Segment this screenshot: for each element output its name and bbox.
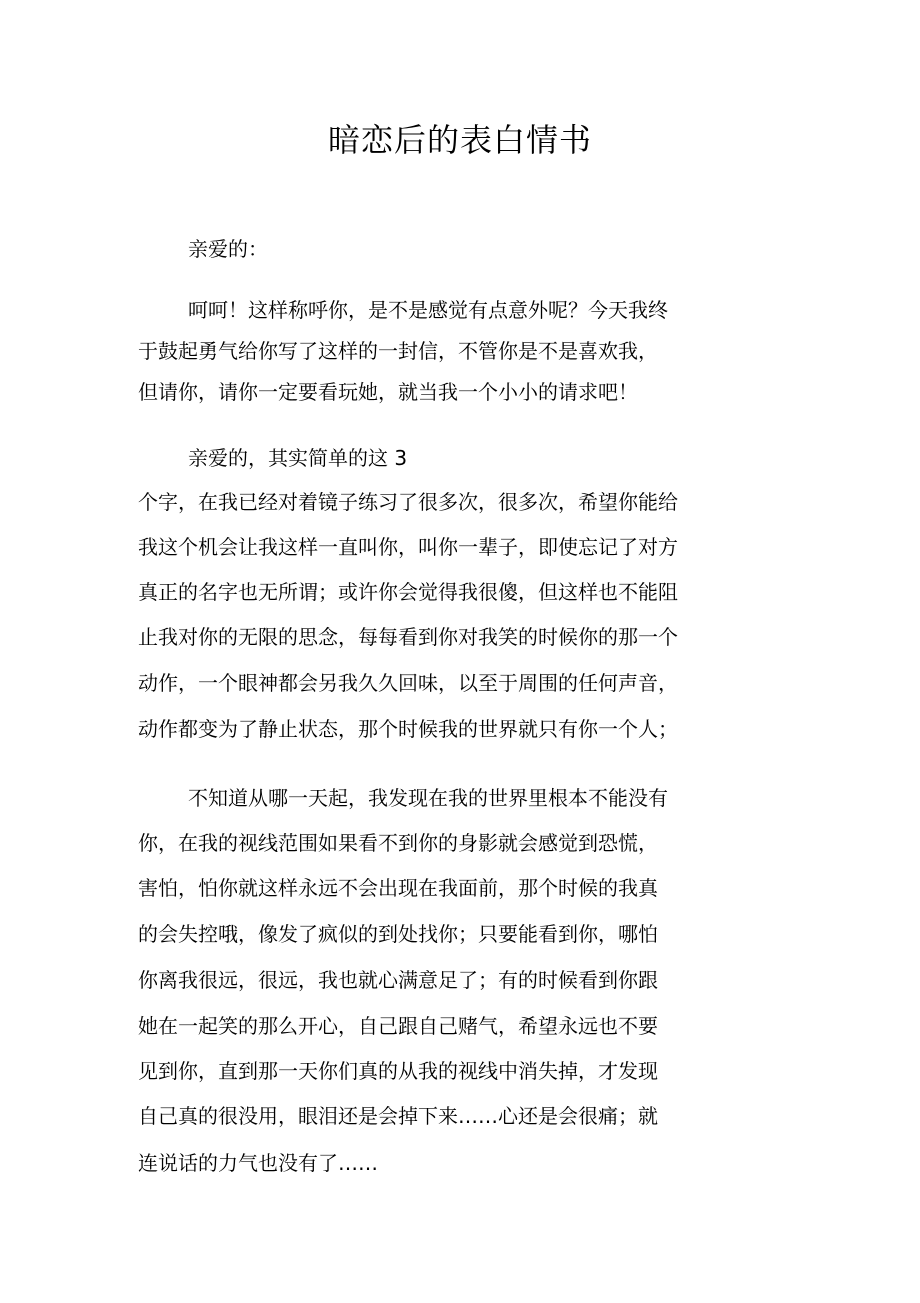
paragraph-line: 连说话的力气也没有了…… bbox=[138, 1151, 378, 1175]
paragraph-line: 亲爱的，其实简单的这 3 bbox=[188, 446, 408, 470]
paragraph-line: 动作，一个眼神都会另我久久回味，以至于周围的任何声音， bbox=[138, 671, 678, 695]
paragraph-line: 害怕，怕你就这样永远不会出现在我面前，那个时候的我真 bbox=[138, 876, 658, 900]
paragraph-line: 你，在我的视线范围如果看不到你的身影就会感觉到恐慌， bbox=[138, 831, 658, 855]
paragraph-line: 呵呵！这样称呼你，是不是感觉有点意外呢？今天我终 bbox=[188, 298, 668, 322]
paragraph-line: 的会失控哦，像发了疯似的到处找你；只要能看到你，哪怕 bbox=[138, 922, 658, 946]
paragraph-line: 我这个机会让我这样一直叫你，叫你一辈子，即使忘记了对方 bbox=[138, 535, 678, 559]
paragraph-line: 动作都变为了静止状态，那个时候我的世界就只有你一个人； bbox=[138, 717, 678, 741]
paragraph-line: 个字，在我已经对着镜子练习了很多次，很多次，希望你能给 bbox=[138, 490, 678, 514]
document-title: 暗恋后的表白情书 bbox=[327, 121, 592, 159]
paragraph-line: 真正的名字也无所谓；或许你会觉得我很傻，但这样也不能阻 bbox=[138, 580, 678, 604]
paragraph-line: 但请你，请你一定要看玩她，就当我一个小小的请求吧！ bbox=[138, 380, 638, 404]
paragraph-line: 不知道从哪一天起，我发现在我的世界里根本不能没有 bbox=[188, 786, 668, 810]
paragraph-line: 见到你，直到那一天你们真的从我的视线中消失掉，才发现 bbox=[138, 1059, 658, 1083]
paragraph-line: 止我对你的无限的思念，每每看到你对我笑的时候你的那一个 bbox=[138, 625, 678, 649]
paragraph-line: 她在一起笑的那么开心，自己跟自己赌气，希望永远也不要 bbox=[138, 1014, 658, 1038]
paragraph-line: 于鼓起勇气给你写了这样的一封信，不管你是不是喜欢我， bbox=[138, 339, 658, 363]
paragraph-line: 自己真的很没用，眼泪还是会掉下来……心还是会很痛；就 bbox=[138, 1104, 658, 1128]
salutation: 亲爱的： bbox=[188, 237, 268, 261]
paragraph-line: 你离我很远，很远，我也就心满意足了；有的时候看到你跟 bbox=[138, 968, 658, 992]
